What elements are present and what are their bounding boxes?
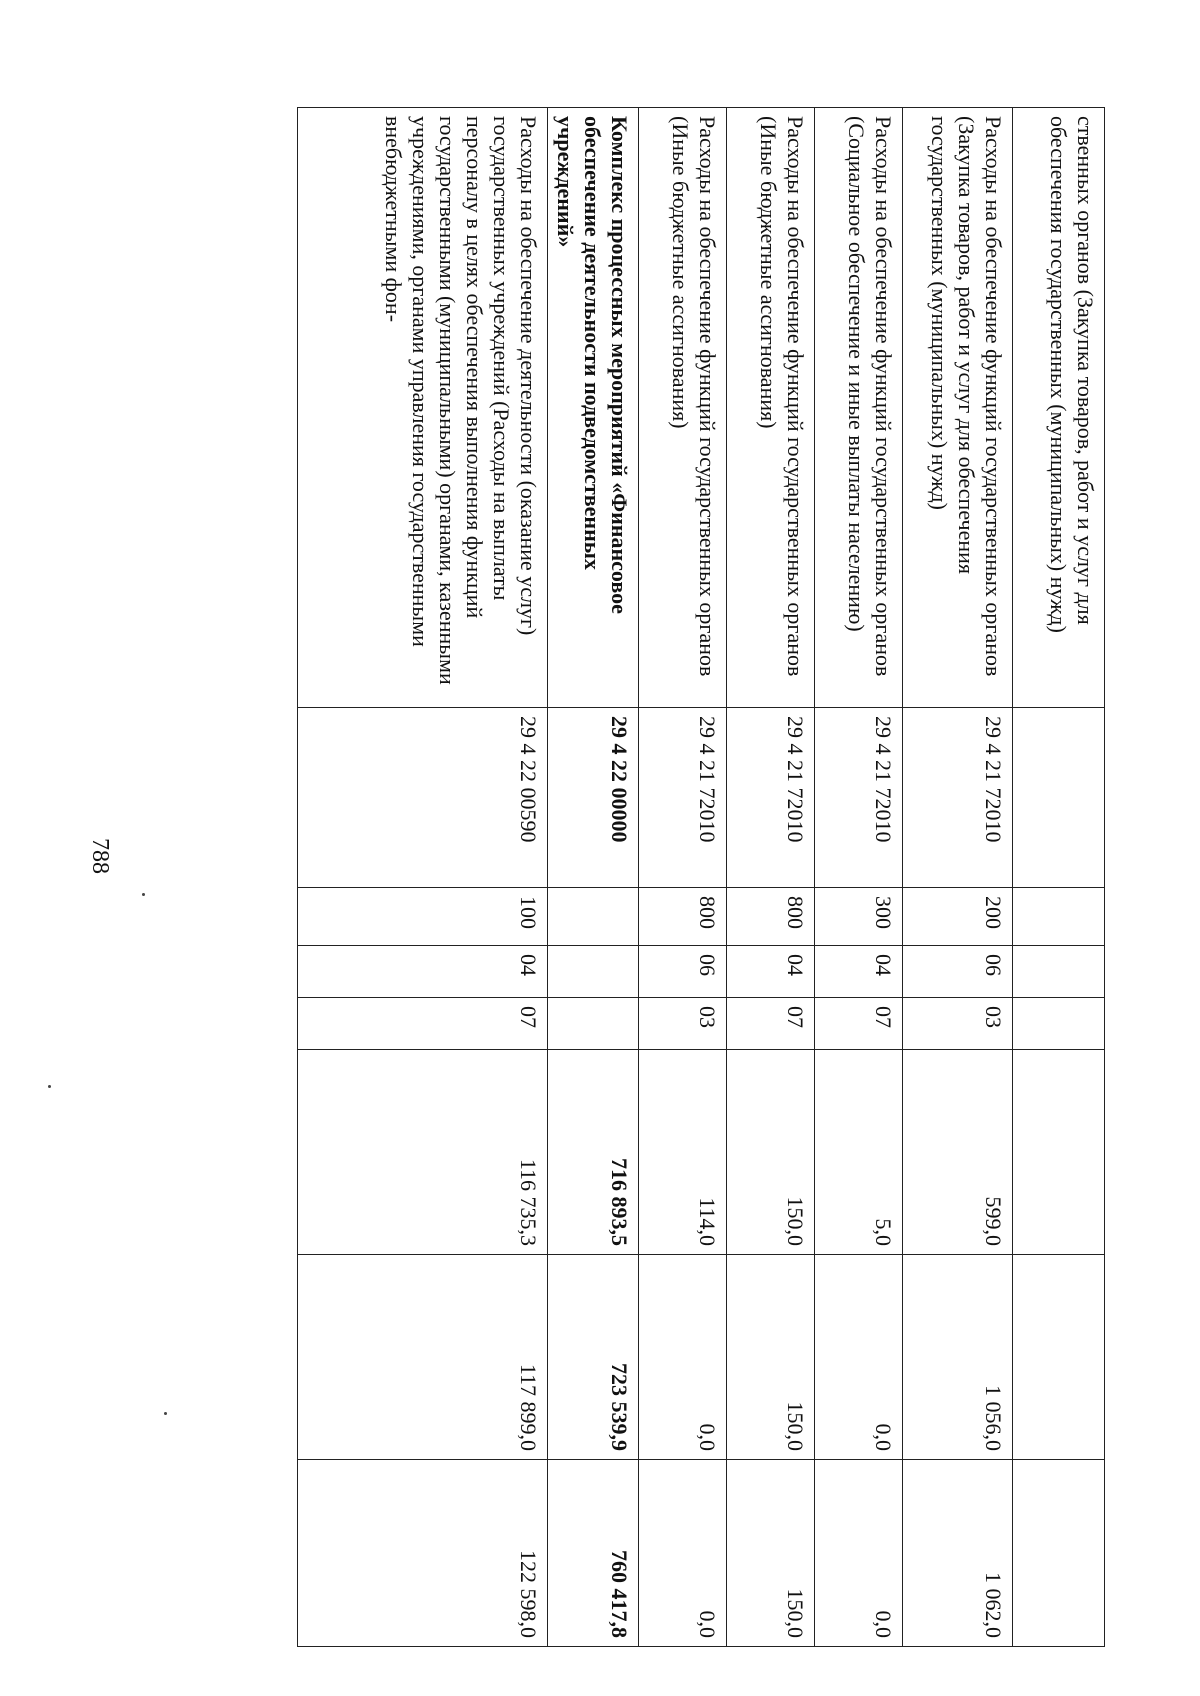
section-cell: 06	[903, 946, 1013, 998]
table-row	[727, 108, 815, 1647]
section-cell: 06	[639, 946, 727, 998]
section-cell	[548, 946, 639, 998]
row-name-cell: Расходы на обеспечение функций государственных органов (Социальное обеспечение и иные выплаты населению)	[815, 108, 903, 708]
expense-type-cell: 300	[815, 888, 903, 946]
target-code-cell: 29 4 22 00590	[298, 708, 548, 888]
amount-year2-cell: 723 539,9	[548, 1255, 639, 1460]
subsection-cell	[1013, 998, 1105, 1050]
expense-type-cell: 200	[903, 888, 1013, 946]
table-row	[1013, 108, 1105, 1647]
amount-year3-cell: 760 417,8	[548, 1460, 639, 1647]
amount-year3-cell: 0,0	[815, 1460, 903, 1647]
amount-year2-cell: 117 899,0	[298, 1255, 548, 1460]
target-code-cell: 29 4 21 72010	[639, 708, 727, 888]
amount-year1-cell: 5,0	[815, 1050, 903, 1255]
expense-type-cell: 100	[298, 888, 548, 946]
target-code-cell: 29 4 21 72010	[727, 708, 815, 888]
row-name-cell: Расходы на обеспечение функций государственных органов (Иные бюджетные ассигнования)	[727, 108, 815, 708]
rotated-page-area	[205, 107, 1105, 1647]
row-name-cell: Комплекс процессных мероприятий «Финансовое обеспечение деятельности подведомственных учреждений»	[548, 108, 639, 708]
amount-year2-cell: 150,0	[727, 1255, 815, 1460]
row-name-cell: Расходы на обеспечение функций государственных органов (Иные бюджетные ассигнования)	[639, 108, 727, 708]
budget-table	[297, 107, 1105, 1647]
row-name-cell: Расходы на обеспечение функций государственных органов (Закупка товаров, работ и услуг для обеспечения государственных (муниципальных) нужд)	[903, 108, 1013, 708]
amount-year3-cell: 0,0	[639, 1460, 727, 1647]
amount-year1-cell	[1013, 1050, 1105, 1255]
section-cell	[1013, 946, 1105, 998]
amount-year3-cell: 150,0	[727, 1460, 815, 1647]
subsection-cell	[548, 998, 639, 1050]
subsection-cell: 07	[815, 998, 903, 1050]
amount-year1-cell: 150,0	[727, 1050, 815, 1255]
section-cell: 04	[727, 946, 815, 998]
subsection-cell: 03	[639, 998, 727, 1050]
target-code-cell: 29 4 22 00000	[548, 708, 639, 888]
page-number: 788	[87, 838, 113, 874]
scan-speck	[48, 1085, 51, 1088]
amount-year3-cell: 122 598,0	[298, 1460, 548, 1647]
subsection-cell: 03	[903, 998, 1013, 1050]
expense-type-cell	[548, 888, 639, 946]
table-row	[903, 108, 1013, 1647]
table-row	[639, 108, 727, 1647]
amount-year1-cell: 114,0	[639, 1050, 727, 1255]
amount-year2-cell: 1 056,0	[903, 1255, 1013, 1460]
section-cell: 04	[298, 946, 548, 998]
target-code-cell	[1013, 708, 1105, 888]
amount-year2-cell: 0,0	[639, 1255, 727, 1460]
table-row	[815, 108, 903, 1647]
row-name-cell: ственных органов (Закупка товаров, работ и услуг для обеспечения государственных (муниципальных) нужд)	[1013, 108, 1105, 708]
amount-year3-cell: 1 062,0	[903, 1460, 1013, 1647]
table-row-complex-total	[548, 108, 639, 1647]
budget-table-landscape	[205, 107, 1105, 1647]
expense-type-cell: 800	[727, 888, 815, 946]
row-name-cell: Расходы на обеспечение деятельности (оказание услуг) государственных учреждений (Расходы на выплаты персоналу в целях обеспечения выполнения функций государственными (муниципальными) органами, казенными учреждениями, органами управления государственными внебюджетными фон-	[298, 108, 548, 708]
table-row	[298, 108, 548, 1647]
expense-type-cell	[1013, 888, 1105, 946]
target-code-cell: 29 4 21 72010	[815, 708, 903, 888]
section-cell: 04	[815, 946, 903, 998]
target-code-cell: 29 4 21 72010	[903, 708, 1013, 888]
amount-year2-cell: 0,0	[815, 1255, 903, 1460]
amount-year1-cell: 599,0	[903, 1050, 1013, 1255]
amount-year1-cell: 716 893,5	[548, 1050, 639, 1255]
amount-year2-cell	[1013, 1255, 1105, 1460]
expense-type-cell: 800	[639, 888, 727, 946]
amount-year3-cell	[1013, 1460, 1105, 1647]
subsection-cell: 07	[298, 998, 548, 1050]
subsection-cell: 07	[727, 998, 815, 1050]
scan-speck	[142, 893, 145, 896]
scan-speck	[164, 1412, 167, 1415]
amount-year1-cell: 116 735,3	[298, 1050, 548, 1255]
